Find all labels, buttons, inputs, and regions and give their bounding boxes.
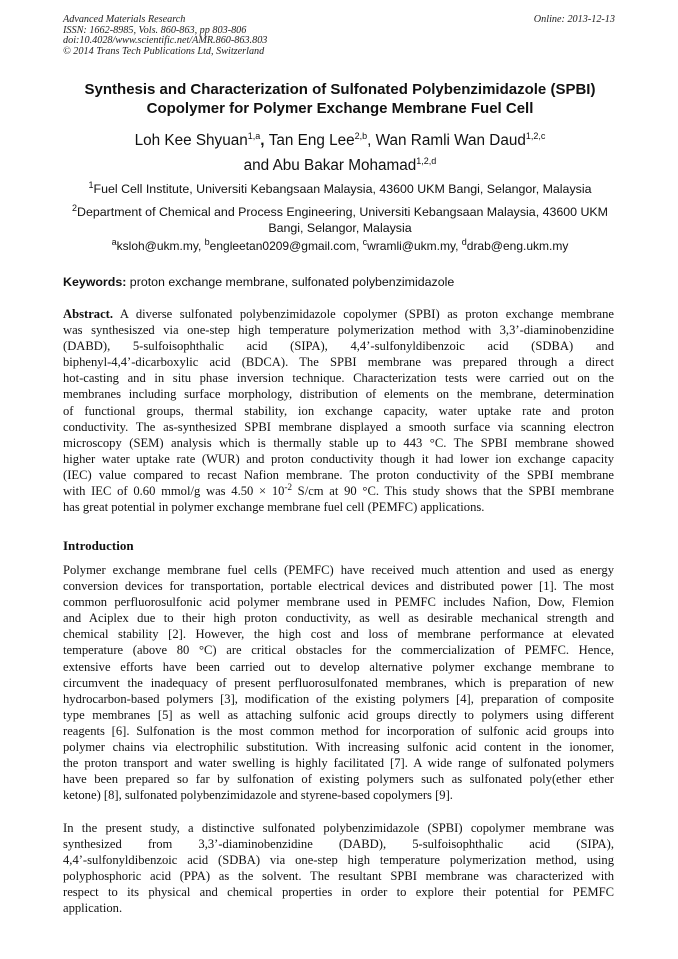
intro-line: chemical stability [2]. However, the high cost and loss of membrane performance at elevated [63,627,614,642]
author-sup: 2,b [354,130,368,141]
affiliation-text: Bangi, Selangor, Malaysia [268,221,412,235]
intro-line: the proton transport and water swelling is highly facilitated [7]. A wide range of sulfonated polymers [63,756,614,771]
journal-header [63,15,615,57]
intro-line: polymer chains via electrophilic substitution. With increasing sulfonic acid content in the ionomer, [63,740,614,755]
intro-paragraph-1 [63,562,614,803]
copyright-line: © 2014 Trans Tech Publications Ltd, Switzerland [63,45,265,57]
abstract-label: Abstract. [63,307,114,321]
abstract-line: (IEC) value compared to recast Nafion membrane. The proton conductivity of the SPBI membrane [63,467,614,482]
intro-line: have been prepared so far by sulfonation of existing polymers such as sulfonated poly(ether ether [63,772,614,787]
keywords-text: proton exchange membrane, sulfonated polybenzimidazole [126,275,455,289]
abstract-line: was synthesiszed via one-step high temperature polymerization method with 3,3’-diaminobenzidine [63,323,614,338]
author-row-2 [40,153,640,178]
title-line-2: Copolymer for Polymer Exchange Membrane Fuel Cell [146,100,534,117]
intro-line: hydrocarbon-based polymers [3], modification of the existing polymers [4], preparation of composite [63,691,614,706]
abstract-line: biphenyl-4,4’-dicarboxylic acid (BDCA). The SPBI membrane was prepared through a direct [63,355,614,370]
affiliation-sup: 1 [88,179,94,190]
keywords-label: Keywords: [63,275,127,289]
intro-line: Polymer exchange membrane fuel cells (PEMFC) have received much attention and used as energy [63,563,614,577]
abstract-line: higher water uptake rate (WUR) and proton conductivity though it had lower ion exchange capacity [63,451,614,466]
email-link[interactable]: ksloh@ukm.my, [116,239,205,253]
author-name: Tan Eng Lee [268,132,355,149]
section-heading-introduction: Introduction [63,538,134,553]
intro-line: synthesized from 3,3’-diaminobenzidine (DABD), 5-sulfoisophthalic acid (SIPA), [63,837,614,852]
intro-line: type membranes [5] as well as attaching sulfonic acid groups directly to polymers using different [63,707,614,722]
issn-line: ISSN: 1662-8985, Vols. 860-863, pp 803-806 [63,24,247,36]
abstract-text: with IEC of 0.60 mmol/g was 4.50 × 10 [63,484,285,499]
intro-line: circumvent the inadequacy of present perfluorosulfonated membranes, which is preparation of new [63,675,614,690]
intro-line: application. [63,901,123,916]
author-row-1: Loh Kee Shyuan$^{1,a}$, Tan Eng Lee$^{2,b}$, Wan Ramli Wan Daud$^{1,2,c}$ [134,130,546,149]
affiliation-1 [40,181,640,197]
email-link[interactable]: wramli@ukm.my, [367,239,462,253]
intro-line: In the present study, a distinctive sulfonated polybenzimidazole (SPBI) copolymer membrane was [63,821,614,835]
intro-line: extensive efforts have been carried out to develop alternative polymer exchange membrane to [63,659,614,674]
email-sup: d [461,237,467,247]
email-sup: a [111,237,117,247]
abstract-line: conductivity. The as-synthesized SPBI membrane displayed a smooth surface via scanning electron [63,419,614,434]
paper-title [40,80,640,118]
affiliation-text: Fuel Cell Institute, Universiti Kebangsaan Malaysia, 43600 UKM Bangi, Selangor, Malaysia [93,182,592,196]
author-list [40,128,640,178]
author-name: Wan Ramli Wan Daud [375,132,526,149]
abstract [63,306,614,515]
affiliation-2 [40,204,640,236]
email-link[interactable]: drab@eng.ukm.my [466,239,569,253]
abstract-line [63,306,614,322]
journal-name: Advanced Materials Research [63,14,186,25]
abstract-line: membranes including surface morphology, distribution of elements on the membrane, determination [63,387,614,402]
abstract-line: (DABD), 5-sulfoisophthalic acid (SIPA), 4,4’-sulfonyldibenzoic acid (SDBA) and [63,339,614,354]
intro-line: and Aciplex due to their high proton conductivity, as well as desirable mechanical strength and [63,611,614,626]
abstract-line: has great potential in polymer exchange membrane fuel cell (PEMFC) applications. [63,500,485,515]
online-date: Online: 2013-12-13 [533,14,615,25]
intro-line: polyphosphoric acid (PPA) as the solvent. The resultant SPBI membrane was characterized with [63,869,614,884]
abstract-text: S/cm at 90 °C. This study shows that the SPBI membrane [291,484,614,499]
intro-line: ketone) [8], sulfonated polybenzimidazole and styrene-based copolymers [9]. [63,788,453,803]
keywords [63,274,623,290]
abstract-line: microscopy (SEM) analysis which is thermally stable up to 443 °C. The SPBI membrane showed [63,435,614,450]
author-name: Loh Kee Shyuan [134,132,248,149]
author-sup: 1,2,d [416,155,437,166]
author-sup: 1,a [247,130,261,141]
email-sup: b [204,237,210,247]
abstract-text: A diverse sulfonated polybenzimidazole copolymer (SPBI) as proton exchange membrane [113,307,614,321]
intro-line: temperature (above 80 °C) are critical obstacles for the commercialization of PEMFC. Hence, [63,643,614,658]
abstract-line: of functional groups, thermal stability, ion exchange capacity, water uptake rate and proton [63,403,614,418]
intro-paragraph-2 [63,820,614,917]
exponent: -2 [284,481,292,492]
author-name: and Abu Bakar Mohamad [243,157,417,174]
abstract-line [63,483,614,499]
doi-line: doi:10.4028/www.scientific.net/AMR.860-863.803 [63,35,268,47]
intro-line: 4,4’-sulfonyldibenzoic acid (SDBA) via one-step high temperature polymerization method, using [63,853,614,868]
abstract-line: hot-casting and in situ phase inversion technique. Characterization tests were carried out on the [63,371,614,386]
intro-line: common perfluorosulfonic acid polymer membrane used in PEMFC includes Nafion, Dow, Flemion [63,595,614,610]
intro-line: conversion devices for transportation, portable electrical devices and distributed power [1]. The most [63,579,614,594]
author-sup: 1,2,c [525,130,546,141]
author-emails [40,238,640,254]
intro-line: reagents [6]. Sulfonation is the most common method for incorporation of sulfonic acid groups into [63,723,614,738]
email-sup: c [362,237,368,247]
affiliation-sup: 2 [71,202,77,213]
intro-line: respect to its physical and chemical properties in order to explore their potential for PEMFC [63,885,614,900]
email-link[interactable]: engleetan0209@gmail.com, [209,239,363,253]
title-line-1: Synthesis and Characterization of Sulfonated Polybenzimidazole (SPBI) [84,81,596,98]
affiliation-text: Department of Chemical and Process Engineering, Universiti Kebangsaan Malaysia, 43600 UKM [77,205,609,219]
